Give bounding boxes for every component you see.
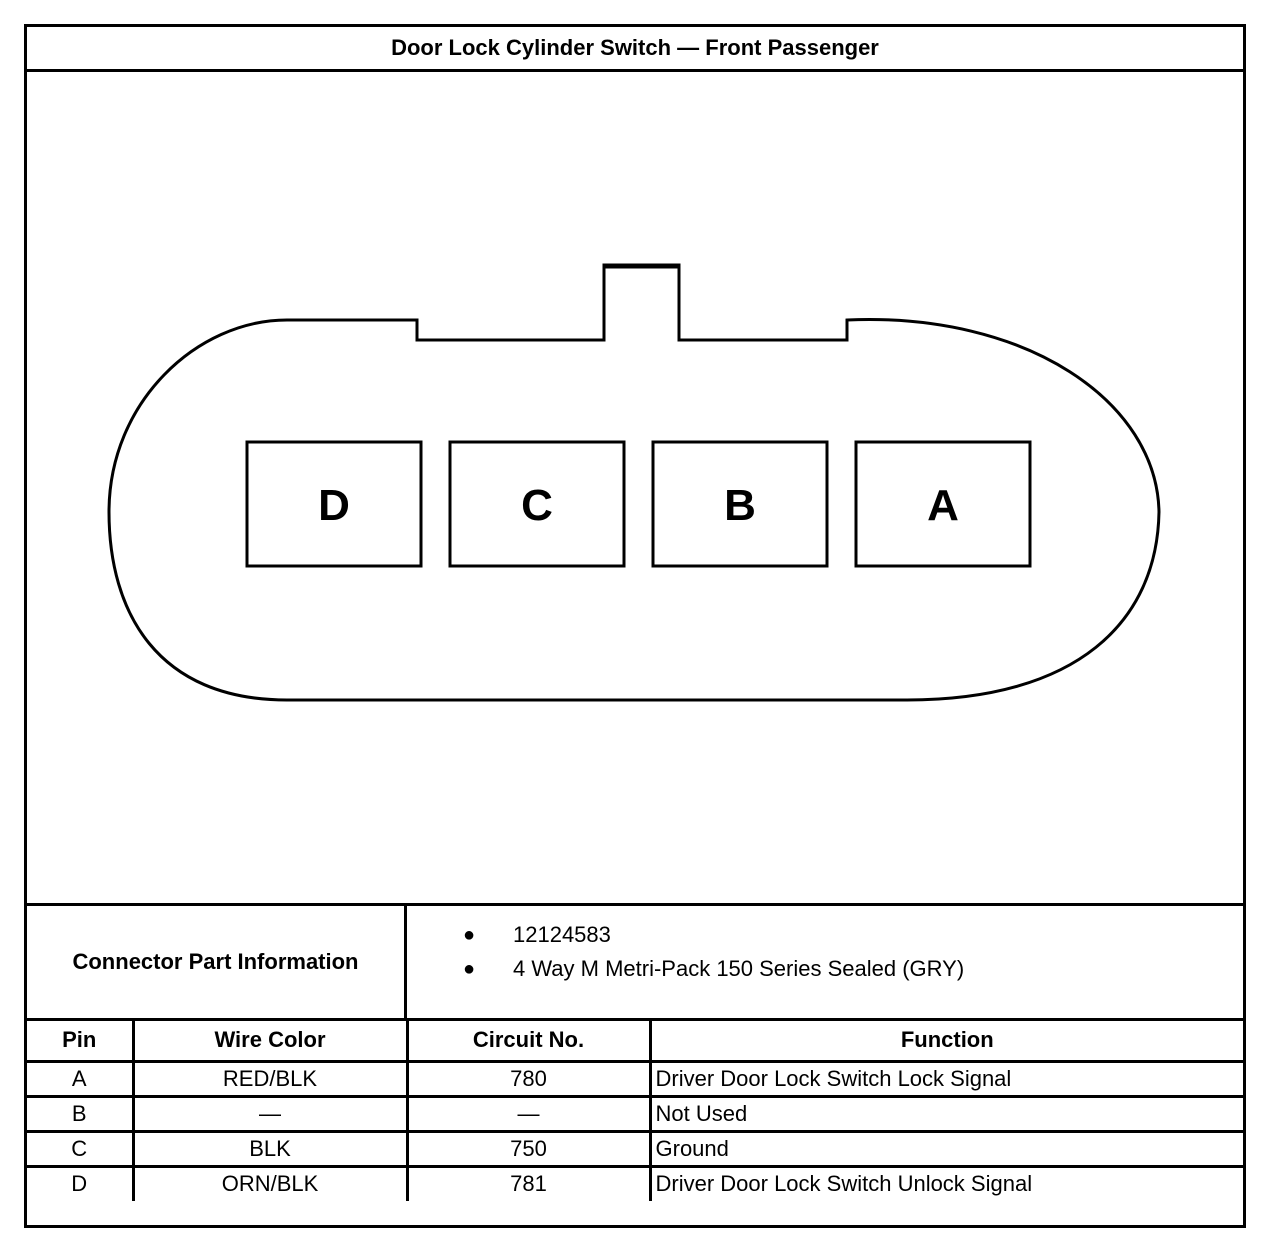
cell-function: Not Used (650, 1096, 1243, 1131)
pin-table (27, 1021, 1243, 1201)
connector-info-label: Connector Part Information (27, 906, 407, 1018)
cell-pin: C (27, 1131, 133, 1166)
cell-wire-color: — (133, 1096, 407, 1131)
connector-outline (109, 265, 1159, 700)
cell-circuit-no: 780 (407, 1061, 650, 1096)
cell-wire-color: BLK (133, 1131, 407, 1166)
list-item (407, 952, 1243, 986)
header-wire-color: Wire Color (133, 1021, 407, 1061)
pin-label-a: A (927, 481, 959, 530)
list-item (407, 918, 1243, 952)
table-row (27, 1131, 1243, 1166)
header-function: Function (650, 1021, 1243, 1061)
cell-wire-color: RED/BLK (133, 1061, 407, 1096)
table-row (27, 1166, 1243, 1201)
page-title: Door Lock Cylinder Switch — Front Passenger (27, 27, 1243, 72)
cell-circuit-no: — (407, 1096, 650, 1131)
cell-wire-color: ORN/BLK (133, 1166, 407, 1201)
connector-diagram (27, 72, 1243, 906)
cell-pin: B (27, 1096, 133, 1131)
header-circuit-no: Circuit No. (407, 1021, 650, 1061)
part-number: 12124583 (513, 922, 611, 947)
cell-function: Ground (650, 1131, 1243, 1166)
header-pin: Pin (27, 1021, 133, 1061)
pin-label-d: D (318, 481, 350, 530)
connector-info-list (407, 906, 1243, 1018)
bullet-icon: ● (463, 958, 476, 980)
connector-drawing (27, 72, 1243, 906)
cell-function: Driver Door Lock Switch Unlock Signal (650, 1166, 1243, 1201)
table-row (27, 1096, 1243, 1131)
connector-description: 4 Way M Metri-Pack 150 Series Sealed (GRY) (513, 956, 965, 981)
pin-label-c: C (521, 481, 553, 530)
diagram-frame (24, 24, 1246, 1228)
bullet-icon: ● (463, 924, 476, 946)
cell-circuit-no: 750 (407, 1131, 650, 1166)
cell-pin: A (27, 1061, 133, 1096)
pin-label-b: B (724, 481, 756, 530)
cell-function: Driver Door Lock Switch Lock Signal (650, 1061, 1243, 1096)
table-header-row (27, 1021, 1243, 1061)
cell-pin: D (27, 1166, 133, 1201)
cell-circuit-no: 781 (407, 1166, 650, 1201)
connector-part-info (27, 903, 1243, 1021)
table-row (27, 1061, 1243, 1096)
